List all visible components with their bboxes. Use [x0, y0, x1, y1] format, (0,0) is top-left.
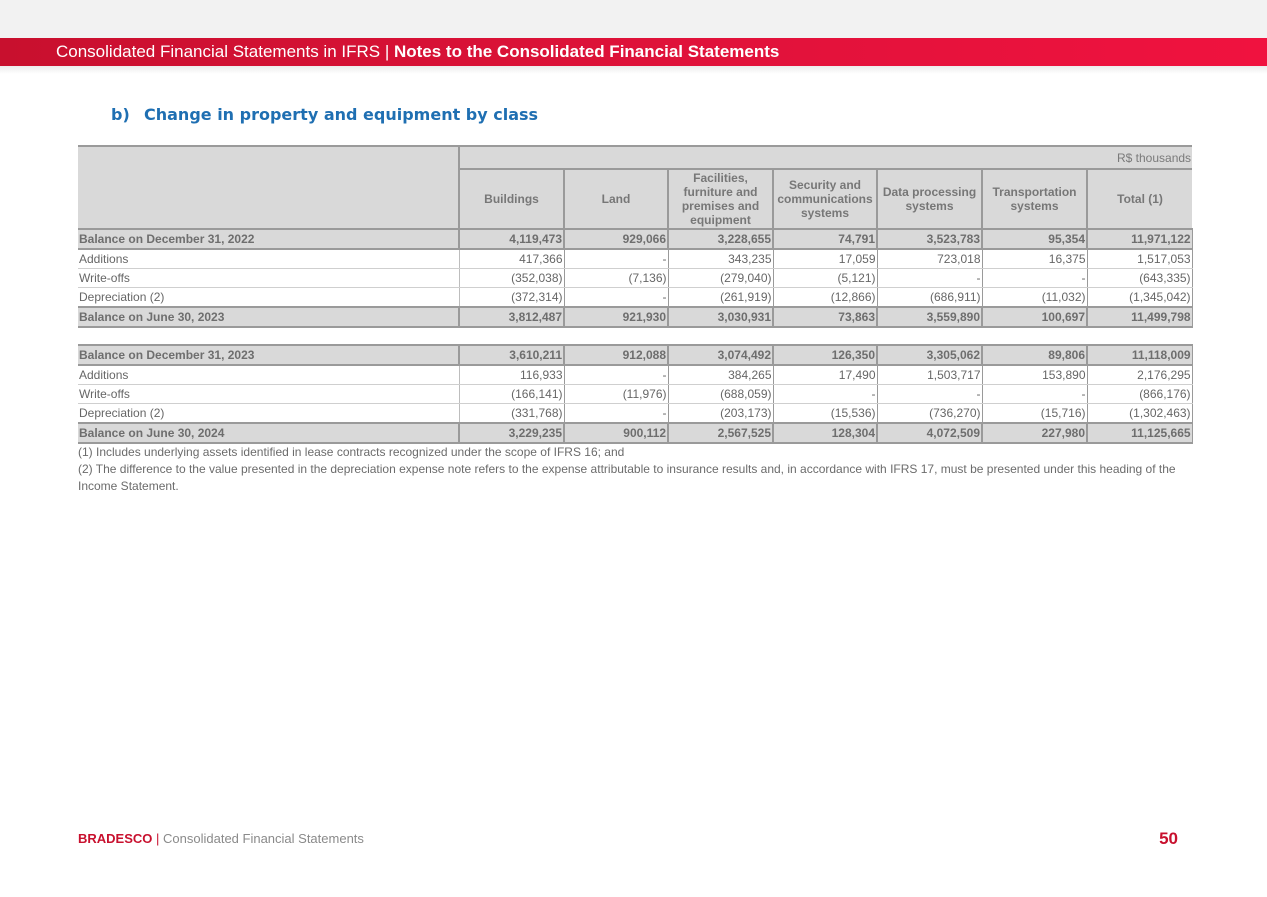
row-label: Additions: [78, 365, 459, 385]
page-number: 50: [1159, 829, 1178, 848]
column-header: Facilities, furniture and premises and equipment: [668, 169, 773, 229]
value-cell: 227,980: [982, 423, 1087, 443]
value-cell: 4,119,473: [459, 229, 564, 249]
header-title-main: Notes to the Consolidated Financial Statements: [393, 42, 780, 61]
value-cell: (1,302,463): [1087, 404, 1192, 424]
value-cell: 17,490: [773, 365, 877, 385]
value-cell: (5,121): [773, 269, 877, 288]
column-header: Transportation systems: [982, 169, 1087, 229]
value-cell: (331,768): [459, 404, 564, 424]
value-cell: (686,911): [877, 288, 982, 308]
balance-row: [78, 423, 1192, 443]
column-header: Data processing systems: [877, 169, 982, 229]
table-row: [78, 249, 1192, 269]
value-cell: -: [564, 365, 668, 385]
value-cell: 1,517,053: [1087, 249, 1192, 269]
value-cell: -: [773, 385, 877, 404]
section-title: Change in property and equipment by class: [144, 105, 539, 124]
balance-row: [78, 229, 1192, 249]
value-cell: 116,933: [459, 365, 564, 385]
corner-cell: [78, 169, 459, 229]
corner-cell: [78, 146, 459, 169]
value-cell: 3,229,235: [459, 423, 564, 443]
row-label: Additions: [78, 249, 459, 269]
value-cell: 2,176,295: [1087, 365, 1192, 385]
value-cell: 11,125,665: [1087, 423, 1192, 443]
value-cell: 74,791: [773, 229, 877, 249]
page-header-banner: [0, 38, 1267, 66]
row-label: Write-offs: [78, 385, 459, 404]
table-row: [78, 288, 1192, 308]
column-header: Security and communications systems: [773, 169, 877, 229]
value-cell: 16,375: [982, 249, 1087, 269]
balance-row: [78, 345, 1192, 365]
value-cell: (15,536): [773, 404, 877, 424]
value-cell: (261,919): [668, 288, 773, 308]
value-cell: (1,345,042): [1087, 288, 1192, 308]
value-cell: 11,118,009: [1087, 345, 1192, 365]
value-cell: (7,136): [564, 269, 668, 288]
value-cell: 3,812,487: [459, 307, 564, 327]
value-cell: 89,806: [982, 345, 1087, 365]
balance-row: [78, 307, 1192, 327]
value-cell: (866,176): [1087, 385, 1192, 404]
value-cell: 3,074,492: [668, 345, 773, 365]
column-header: Total (1): [1087, 169, 1192, 229]
row-label: Balance on December 31, 2023: [78, 345, 459, 365]
note-2: (2) The difference to the value presented in the depreciation expense note refers to the expense attributable to insurance results and, in accordance with IFRS 17, must be presented under this heading of the Income Statement.: [78, 462, 1176, 493]
footer-brand: BRADESCO: [78, 831, 153, 846]
units-label: R$ thousands: [459, 146, 1192, 169]
value-cell: (352,038): [459, 269, 564, 288]
value-cell: 3,030,931: [668, 307, 773, 327]
column-header: Land: [564, 169, 668, 229]
value-cell: 343,235: [668, 249, 773, 269]
value-cell: (688,059): [668, 385, 773, 404]
value-cell: 128,304: [773, 423, 877, 443]
value-cell: 929,066: [564, 229, 668, 249]
value-cell: 3,610,211: [459, 345, 564, 365]
value-cell: 3,523,783: [877, 229, 982, 249]
value-cell: 1,503,717: [877, 365, 982, 385]
header-title-prefix: Consolidated Financial Statements in IFRS |: [56, 42, 394, 61]
value-cell: (643,335): [1087, 269, 1192, 288]
value-cell: (279,040): [668, 269, 773, 288]
value-cell: (203,173): [668, 404, 773, 424]
row-label: Write-offs: [78, 269, 459, 288]
property-equipment-table: [78, 145, 1193, 444]
section-heading: [111, 105, 538, 124]
value-cell: (15,716): [982, 404, 1087, 424]
value-cell: 73,863: [773, 307, 877, 327]
row-label: Balance on June 30, 2024: [78, 423, 459, 443]
value-cell: 417,366: [459, 249, 564, 269]
value-cell: -: [564, 288, 668, 308]
value-cell: 723,018: [877, 249, 982, 269]
footer: [78, 831, 364, 846]
note-1: (1) Includes underlying assets identified in lease contracts recognized under the scope of IFRS 16; and: [78, 445, 625, 459]
header-shadow: [0, 66, 1267, 74]
top-margin: [0, 0, 1267, 38]
value-cell: 17,059: [773, 249, 877, 269]
page-header-title: [56, 38, 779, 66]
row-label: Balance on June 30, 2023: [78, 307, 459, 327]
table-row: [78, 385, 1192, 404]
value-cell: 900,112: [564, 423, 668, 443]
value-cell: 11,971,122: [1087, 229, 1192, 249]
value-cell: -: [564, 249, 668, 269]
value-cell: 4,072,509: [877, 423, 982, 443]
footer-text: Consolidated Financial Statements: [163, 831, 364, 846]
value-cell: -: [982, 385, 1087, 404]
value-cell: 3,559,890: [877, 307, 982, 327]
value-cell: 126,350: [773, 345, 877, 365]
value-cell: (11,032): [982, 288, 1087, 308]
section-letter: b): [111, 105, 130, 124]
value-cell: (372,314): [459, 288, 564, 308]
value-cell: 921,930: [564, 307, 668, 327]
table-row: [78, 404, 1192, 424]
table-row: [78, 365, 1192, 385]
value-cell: 3,228,655: [668, 229, 773, 249]
row-label: Depreciation (2): [78, 404, 459, 424]
value-cell: 3,305,062: [877, 345, 982, 365]
units-row: [78, 146, 1192, 169]
value-cell: -: [564, 404, 668, 424]
block-spacer: [78, 327, 1192, 345]
value-cell: 95,354: [982, 229, 1087, 249]
footer-separator: |: [152, 831, 164, 846]
column-header-row: [78, 169, 1192, 229]
value-cell: (11,976): [564, 385, 668, 404]
value-cell: -: [877, 269, 982, 288]
value-cell: (12,866): [773, 288, 877, 308]
value-cell: (166,141): [459, 385, 564, 404]
value-cell: -: [877, 385, 982, 404]
column-header: Buildings: [459, 169, 564, 229]
value-cell: 2,567,525: [668, 423, 773, 443]
value-cell: (736,270): [877, 404, 982, 424]
table-row: [78, 269, 1192, 288]
spacer-cell: [78, 327, 1192, 345]
value-cell: 384,265: [668, 365, 773, 385]
value-cell: -: [982, 269, 1087, 288]
table-notes: [78, 444, 1192, 495]
value-cell: 11,499,798: [1087, 307, 1192, 327]
value-cell: 100,697: [982, 307, 1087, 327]
value-cell: 912,088: [564, 345, 668, 365]
row-label: Balance on December 31, 2022: [78, 229, 459, 249]
row-label: Depreciation (2): [78, 288, 459, 308]
value-cell: 153,890: [982, 365, 1087, 385]
